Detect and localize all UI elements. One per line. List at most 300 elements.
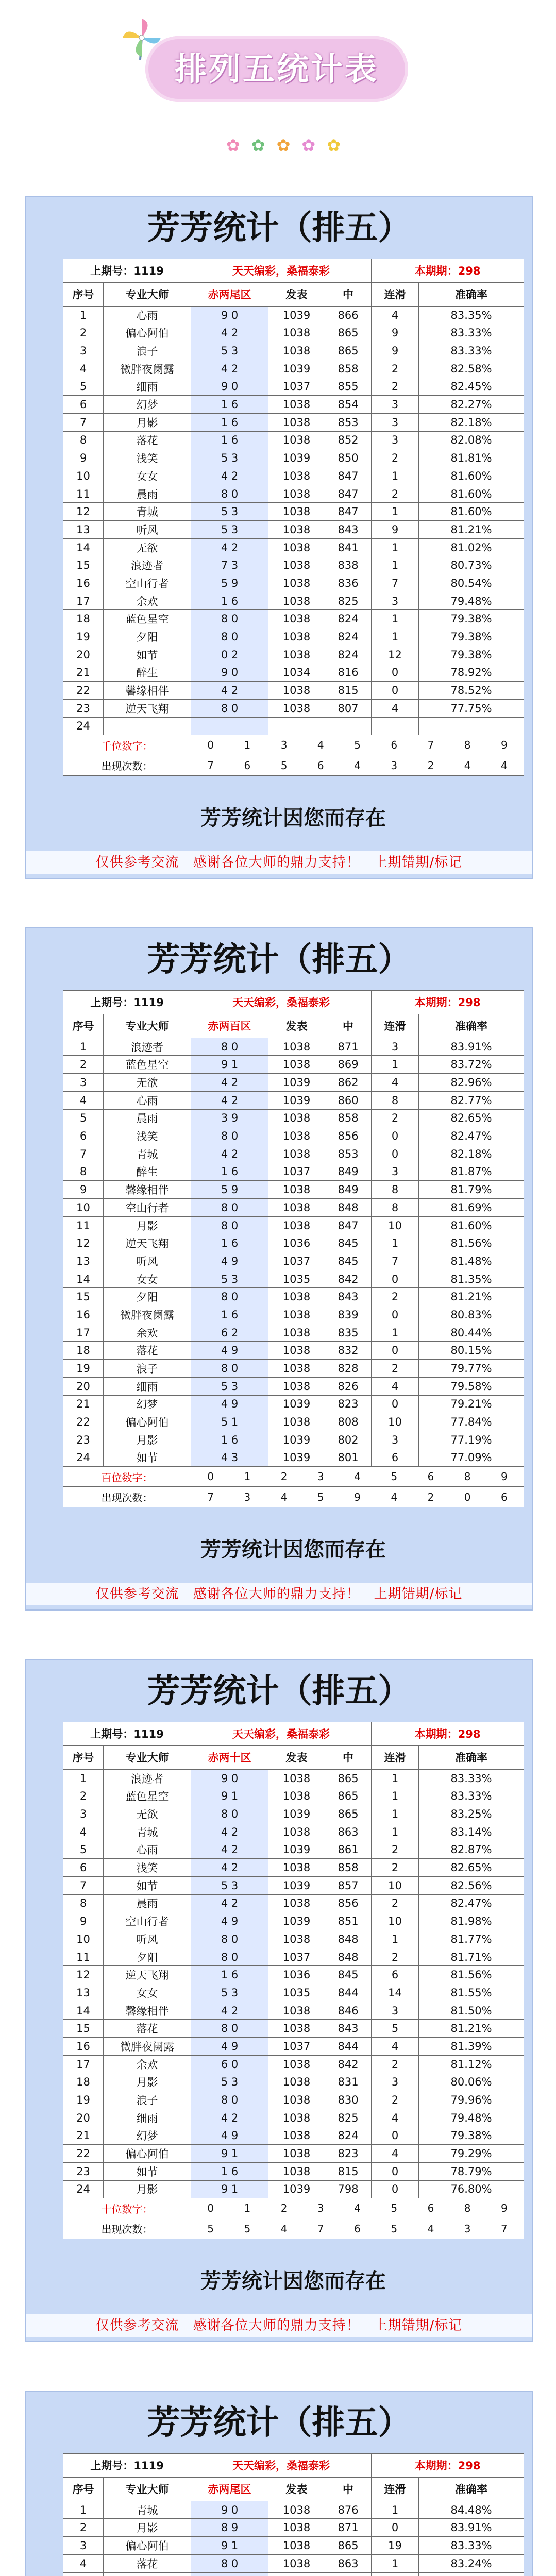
table-row <box>63 1930 524 1948</box>
table-cell: 2 <box>63 2519 104 2537</box>
table-cell: 839 <box>325 1306 372 1324</box>
table-row <box>63 2020 524 2038</box>
table-cell: 81.21% <box>419 1288 524 1306</box>
table-cell: 18 <box>63 1342 104 1360</box>
table-cell: 4 9 <box>191 1395 268 1413</box>
table-cell: 77.75% <box>419 699 524 717</box>
table-cell: 84.48% <box>419 2501 524 2519</box>
column-header: 专业大师 <box>104 1014 191 1038</box>
table-cell: 晨雨 <box>104 1109 191 1127</box>
table-cell: 3 <box>63 342 104 360</box>
table-cell: 22 <box>63 1413 104 1431</box>
table-cell: 81.98% <box>419 1912 524 1930</box>
table-cell: 晨雨 <box>104 485 191 503</box>
table-cell: 听风 <box>104 1930 191 1948</box>
table-cell: 1039 <box>268 449 325 467</box>
table-cell: 3 <box>372 1431 419 1449</box>
table-cell: 14 <box>63 2002 104 2020</box>
table-cell: 4 <box>372 1377 419 1395</box>
table-row <box>63 503 524 521</box>
table-cell: 浪迹者 <box>104 556 191 574</box>
table-cell: 1038 <box>268 538 325 556</box>
table-cell: 3 <box>372 431 419 449</box>
table-cell: 21 <box>63 1395 104 1413</box>
table-row <box>63 431 524 449</box>
table-cell: 81.77% <box>419 1930 524 1948</box>
table-cell: 851 <box>325 1912 372 1930</box>
table-cell: 1038 <box>268 1056 325 1074</box>
table-cell: 听风 <box>104 521 191 539</box>
stats-table <box>63 259 524 776</box>
table-cell: 1 <box>372 1823 419 1841</box>
table-cell: 80.06% <box>419 2073 524 2091</box>
summary-value: 3 <box>317 1470 324 1483</box>
table-row <box>63 699 524 717</box>
table-cell: 82.08% <box>419 431 524 449</box>
table-cell: 1 <box>63 1038 104 1056</box>
table-cell: 1036 <box>268 1234 325 1252</box>
table-cell: 843 <box>325 1288 372 1306</box>
table-cell: 1036 <box>268 1966 325 1984</box>
table-cell: 4 2 <box>191 1841 268 1859</box>
table-cell: 16 <box>63 574 104 592</box>
table-cell: 83.35% <box>419 306 524 324</box>
table-cell: 23 <box>63 2162 104 2180</box>
flower-icon: ✿ <box>226 135 240 155</box>
table-row <box>63 1395 524 1413</box>
table-cell: 826 <box>325 1377 372 1395</box>
table-cell: 18 <box>63 2073 104 2091</box>
table-cell: 81.56% <box>419 1966 524 1984</box>
summary-values <box>191 755 524 776</box>
table-cell: 78.79% <box>419 2162 524 2180</box>
table-cell: 3 9 <box>191 1109 268 1127</box>
table-cell: 847 <box>325 1216 372 1234</box>
table-cell: 1038 <box>268 1216 325 1234</box>
table-cell: 1038 <box>268 1288 325 1306</box>
table-cell: 9 0 <box>191 306 268 324</box>
table-cell: 82.56% <box>419 1876 524 1894</box>
table-cell: 1 6 <box>191 1163 268 1181</box>
table-cell: 馨缘相伴 <box>104 1181 191 1199</box>
table-cell: 1038 <box>268 1127 325 1145</box>
table-cell: 1038 <box>268 485 325 503</box>
table-cell: 1038 <box>268 1342 325 1360</box>
summary-value: 7 <box>317 2222 324 2235</box>
table-cell: 0 <box>372 664 419 682</box>
table-cell: 824 <box>325 628 372 646</box>
table-cell <box>104 717 191 735</box>
table-cell: 2 <box>63 1787 104 1805</box>
table-cell: 1037 <box>268 1163 325 1181</box>
table-cell: 858 <box>325 1109 372 1127</box>
table-cell <box>325 2572 372 2576</box>
table-cell: 12 <box>63 503 104 521</box>
table-cell: 830 <box>325 2091 372 2109</box>
table-cell: 4 2 <box>191 467 268 485</box>
table-row <box>63 538 524 556</box>
summary-values <box>191 1487 524 1507</box>
table-cell: 空山行者 <box>104 1198 191 1216</box>
table-cell: 6 <box>63 1127 104 1145</box>
summary-value: 5 <box>391 1470 398 1483</box>
summary-value: 5 <box>317 1490 324 1503</box>
table-cell: 10 <box>372 1912 419 1930</box>
summary-value: 2 <box>280 2202 288 2215</box>
table-cell: 9 0 <box>191 2501 268 2519</box>
table-row <box>63 1091 524 1109</box>
table-cell: 801 <box>325 1449 372 1467</box>
table-cell <box>268 717 325 735</box>
column-header: 准确率 <box>419 1014 524 1038</box>
table-cell: 17 <box>63 1324 104 1342</box>
summary-value: 6 <box>501 1490 508 1503</box>
table-cell: 1 <box>372 467 419 485</box>
table-cell: 4 <box>372 1074 419 1092</box>
table-cell: 802 <box>325 1431 372 1449</box>
table-cell <box>63 2572 104 2576</box>
table-row <box>63 306 524 324</box>
table-cell: 81.71% <box>419 1948 524 1966</box>
table-cell: 871 <box>325 2519 372 2537</box>
table-cell: 83.91% <box>419 1038 524 1056</box>
table-cell: 4 2 <box>191 1823 268 1841</box>
summary-value: 8 <box>464 1470 471 1483</box>
summary-value: 4 <box>391 1490 398 1503</box>
summary-value: 0 <box>464 1490 471 1503</box>
table-cell: 1 <box>372 503 419 521</box>
column-header: 专业大师 <box>104 2477 191 2501</box>
table-cell: 2 <box>372 1288 419 1306</box>
table-cell: 2 <box>372 1859 419 1877</box>
table-cell: 846 <box>325 2002 372 2020</box>
table-cell: 1037 <box>268 1948 325 1966</box>
table-cell: 844 <box>325 2038 372 2056</box>
table-cell: 1038 <box>268 503 325 521</box>
table-cell: 无欲 <box>104 1074 191 1092</box>
column-header: 序号 <box>63 282 104 306</box>
table-cell: 余欢 <box>104 1324 191 1342</box>
table-cell: 醉生 <box>104 1163 191 1181</box>
table-cell: 1039 <box>268 1395 325 1413</box>
table-cell: 1038 <box>268 2127 325 2145</box>
table-cell: 8 0 <box>191 1198 268 1216</box>
table-cell: 听风 <box>104 1252 191 1270</box>
table-cell: 3 <box>63 1805 104 1823</box>
table-row <box>63 1805 524 1823</box>
table-cell: 1038 <box>268 556 325 574</box>
table-cell: 1 <box>372 1769 419 1787</box>
table-cell: 24 <box>63 1449 104 1467</box>
table-cell: 1038 <box>268 2501 325 2519</box>
table-cell: 月影 <box>104 1216 191 1234</box>
table-cell: 6 <box>63 1859 104 1877</box>
table-row <box>63 2145 524 2163</box>
table-cell: 0 <box>372 1145 419 1163</box>
table-row <box>63 2002 524 2020</box>
summary-value: 7 <box>427 739 434 752</box>
panel-title: 芳芳统计（排五） <box>147 2404 411 2442</box>
table-cell: 5 3 <box>191 1984 268 2002</box>
table-cell: 80.15% <box>419 1342 524 1360</box>
summary-value: 6 <box>244 759 251 772</box>
table-cell: 4 <box>63 360 104 378</box>
table-cell: 865 <box>325 2537 372 2555</box>
table-cell: 21 <box>63 2127 104 2145</box>
this-period: 本期期：298 <box>372 259 524 283</box>
table-cell: 81.12% <box>419 2055 524 2073</box>
table-cell: 逆天飞翔 <box>104 1966 191 1984</box>
table-cell: 82.65% <box>419 1859 524 1877</box>
summary-value: 3 <box>244 1490 251 1503</box>
table-cell: 80.83% <box>419 1306 524 1324</box>
column-header: 中 <box>325 1014 372 1038</box>
table-cell: 无欲 <box>104 538 191 556</box>
stats-panel <box>25 1659 533 2342</box>
table-cell: 4 2 <box>191 360 268 378</box>
table-cell: 浪迹者 <box>104 1038 191 1056</box>
table-row <box>63 1360 524 1378</box>
table-cell: 7 3 <box>191 556 268 574</box>
table-cell: 落花 <box>104 2554 191 2572</box>
table-cell: 心雨 <box>104 306 191 324</box>
table-cell: 3 <box>372 396 419 414</box>
summary-value: 9 <box>501 739 508 752</box>
table-cell: 1038 <box>268 2091 325 2109</box>
table-row <box>63 1109 524 1127</box>
table-cell: 1038 <box>268 1930 325 1948</box>
table-cell: 1038 <box>268 396 325 414</box>
column-header: 序号 <box>63 1745 104 1769</box>
table-cell: 11 <box>63 485 104 503</box>
table-cell: 0 <box>372 2180 419 2198</box>
table-cell: 9 1 <box>191 1787 268 1805</box>
table-cell: 79.38% <box>419 646 524 664</box>
table-cell: 4 <box>63 1091 104 1109</box>
table-cell: 月影 <box>104 2180 191 2198</box>
table-cell: 5 3 <box>191 521 268 539</box>
table-cell: 816 <box>325 664 372 682</box>
table-cell: 858 <box>325 1859 372 1877</box>
table-cell: 空山行者 <box>104 1912 191 1930</box>
table-cell: 7 <box>372 1252 419 1270</box>
table-cell: 862 <box>325 1074 372 1092</box>
table-cell: 4 <box>63 2554 104 2572</box>
summary-value: 6 <box>317 759 324 772</box>
table-cell: 1038 <box>268 2519 325 2537</box>
table-cell: 825 <box>325 592 372 610</box>
table-cell: 5 1 <box>191 1413 268 1431</box>
table-cell: 857 <box>325 1876 372 1894</box>
table-cell: 醉生 <box>104 664 191 682</box>
column-header: 连滑 <box>372 2477 419 2501</box>
summary-value: 8 <box>464 739 471 752</box>
table-cell: 22 <box>63 2145 104 2163</box>
stats-panel <box>25 2391 533 2576</box>
table-cell: 1035 <box>268 1984 325 2002</box>
stats-table <box>63 2453 524 2576</box>
table-row <box>63 1056 524 1074</box>
table-cell: 馨缘相伴 <box>104 682 191 700</box>
table-cell: 11 <box>63 1216 104 1234</box>
flower-icon: ✿ <box>301 135 316 155</box>
table-cell: 2 <box>372 1841 419 1859</box>
flower-decoration <box>186 135 381 156</box>
table-cell: 12 <box>63 1966 104 1984</box>
table-cell: 15 <box>63 2020 104 2038</box>
table-cell: 4 <box>372 2038 419 2056</box>
table-cell: 1038 <box>268 610 325 628</box>
table-cell: 858 <box>325 360 372 378</box>
table-row <box>63 1288 524 1306</box>
table-row <box>63 2572 524 2576</box>
table-cell: 1 <box>372 628 419 646</box>
table-cell <box>419 2572 524 2576</box>
table-row <box>63 1912 524 1930</box>
table-cell: 8 9 <box>191 2519 268 2537</box>
table-cell: 8 0 <box>191 610 268 628</box>
table-cell: 3 <box>372 413 419 431</box>
table-row <box>63 717 524 735</box>
table-cell: 19 <box>63 628 104 646</box>
table-cell: 微胖夜阑露 <box>104 360 191 378</box>
table-cell: 夕阳 <box>104 628 191 646</box>
table-cell: 18 <box>63 610 104 628</box>
table-cell: 偏心阿伯 <box>104 324 191 342</box>
table-cell: 落花 <box>104 1342 191 1360</box>
table-cell: 1039 <box>268 1074 325 1092</box>
table-cell: 4 2 <box>191 1091 268 1109</box>
table-cell: 849 <box>325 1163 372 1181</box>
summary-value: 5 <box>354 739 361 752</box>
table-cell: 微胖夜阑露 <box>104 2038 191 2056</box>
table-row <box>63 1216 524 1234</box>
table-row <box>63 2519 524 2537</box>
table-cell: 4 2 <box>191 682 268 700</box>
table-cell: 8 0 <box>191 628 268 646</box>
table-cell: 20 <box>63 1377 104 1395</box>
table-cell: 1039 <box>268 1805 325 1823</box>
summary-label: 百位数字： <box>63 1467 191 1487</box>
summary-value: 4 <box>354 1470 361 1483</box>
table-row <box>63 592 524 610</box>
table-row <box>63 1787 524 1805</box>
table-cell: 1039 <box>268 1091 325 1109</box>
table-cell: 8 0 <box>191 699 268 717</box>
table-cell: 10 <box>372 1876 419 1894</box>
table-cell: 81.35% <box>419 1270 524 1288</box>
table-cell: 0 <box>372 2162 419 2180</box>
table-cell: 1 6 <box>191 1431 268 1449</box>
table-row <box>63 1984 524 2002</box>
table-cell: 逆天飞翔 <box>104 1234 191 1252</box>
table-cell: 14 <box>63 1270 104 1288</box>
table-cell: 1038 <box>268 1823 325 1841</box>
table-cell: 月影 <box>104 2519 191 2537</box>
table-cell: 865 <box>325 342 372 360</box>
table-cell: 9 <box>63 1912 104 1930</box>
table-cell: 1038 <box>268 2145 325 2163</box>
table-cell: 1 6 <box>191 592 268 610</box>
summary-value: 1 <box>244 1470 251 1483</box>
table-row <box>63 1823 524 1841</box>
table-row <box>63 2073 524 2091</box>
table-cell: 9 <box>63 449 104 467</box>
table-cell: 1 6 <box>191 431 268 449</box>
flower-icon: ✿ <box>251 135 265 155</box>
table-row <box>63 556 524 574</box>
table-row <box>63 2038 524 2056</box>
column-header: 中 <box>325 2477 372 2501</box>
table-cell: 835 <box>325 1324 372 1342</box>
table-cell: 845 <box>325 1252 372 1270</box>
panel-footer: 芳芳统计因您而存在 <box>200 2269 386 2293</box>
summary-value: 5 <box>391 2202 398 2215</box>
table-cell: 1 <box>372 1234 419 1252</box>
table-cell: 850 <box>325 449 372 467</box>
summary-value: 4 <box>427 2222 434 2235</box>
table-cell: 865 <box>325 1769 372 1787</box>
table-cell: 2 <box>63 1056 104 1074</box>
table-cell: 1038 <box>268 1894 325 1912</box>
panel-title: 芳芳统计（排五） <box>147 1672 411 1710</box>
table-row <box>63 1769 524 1787</box>
table-cell: 9 <box>372 324 419 342</box>
table-cell: 心雨 <box>104 1841 191 1859</box>
table-cell: 1038 <box>268 1181 325 1199</box>
table-cell: 月影 <box>104 1431 191 1449</box>
table-row <box>63 1127 524 1145</box>
table-cell: 1038 <box>268 2109 325 2127</box>
summary-label: 十位数字： <box>63 2198 191 2218</box>
table-cell: 1038 <box>268 574 325 592</box>
column-header: 准确率 <box>419 282 524 306</box>
table-cell: 876 <box>325 2501 372 2519</box>
table-cell: 14 <box>63 538 104 556</box>
table-cell: 1038 <box>268 1377 325 1395</box>
table-cell: 83.33% <box>419 2537 524 2555</box>
summary-value: 1 <box>244 2202 251 2215</box>
table-cell: 1 <box>63 1769 104 1787</box>
summary-values <box>191 735 524 755</box>
page-title-pill <box>145 36 408 102</box>
page-title: 排列五统计表 <box>174 50 379 88</box>
table-cell: 8 <box>63 431 104 449</box>
table-cell: 8 0 <box>191 2554 268 2572</box>
table-cell: 2 <box>372 1360 419 1378</box>
table-cell: 845 <box>325 1234 372 1252</box>
table-cell: 1 6 <box>191 1234 268 1252</box>
table-cell: 1038 <box>268 1360 325 1378</box>
table-cell: 82.77% <box>419 1091 524 1109</box>
summary-value: 6 <box>391 739 398 752</box>
table-cell: 1039 <box>268 306 325 324</box>
table-cell: 4 2 <box>191 1894 268 1912</box>
table-cell: 4 2 <box>191 324 268 342</box>
table-cell: 815 <box>325 682 372 700</box>
period-label: 上期号：1119 <box>63 259 191 283</box>
table-cell: 81.56% <box>419 1234 524 1252</box>
table-row <box>63 1342 524 1360</box>
table-cell: 0 <box>372 1342 419 1360</box>
disclaimer: 仅供参考交流 感谢各位大师的鼎力支持！ 上期错期/标记 <box>26 2314 532 2337</box>
summary-row <box>63 735 524 755</box>
table-cell: 1038 <box>268 1109 325 1127</box>
table-cell: 865 <box>325 324 372 342</box>
table-cell: 4 <box>63 1823 104 1841</box>
table-cell: 11 <box>63 1948 104 1966</box>
summary-values <box>191 2198 524 2218</box>
